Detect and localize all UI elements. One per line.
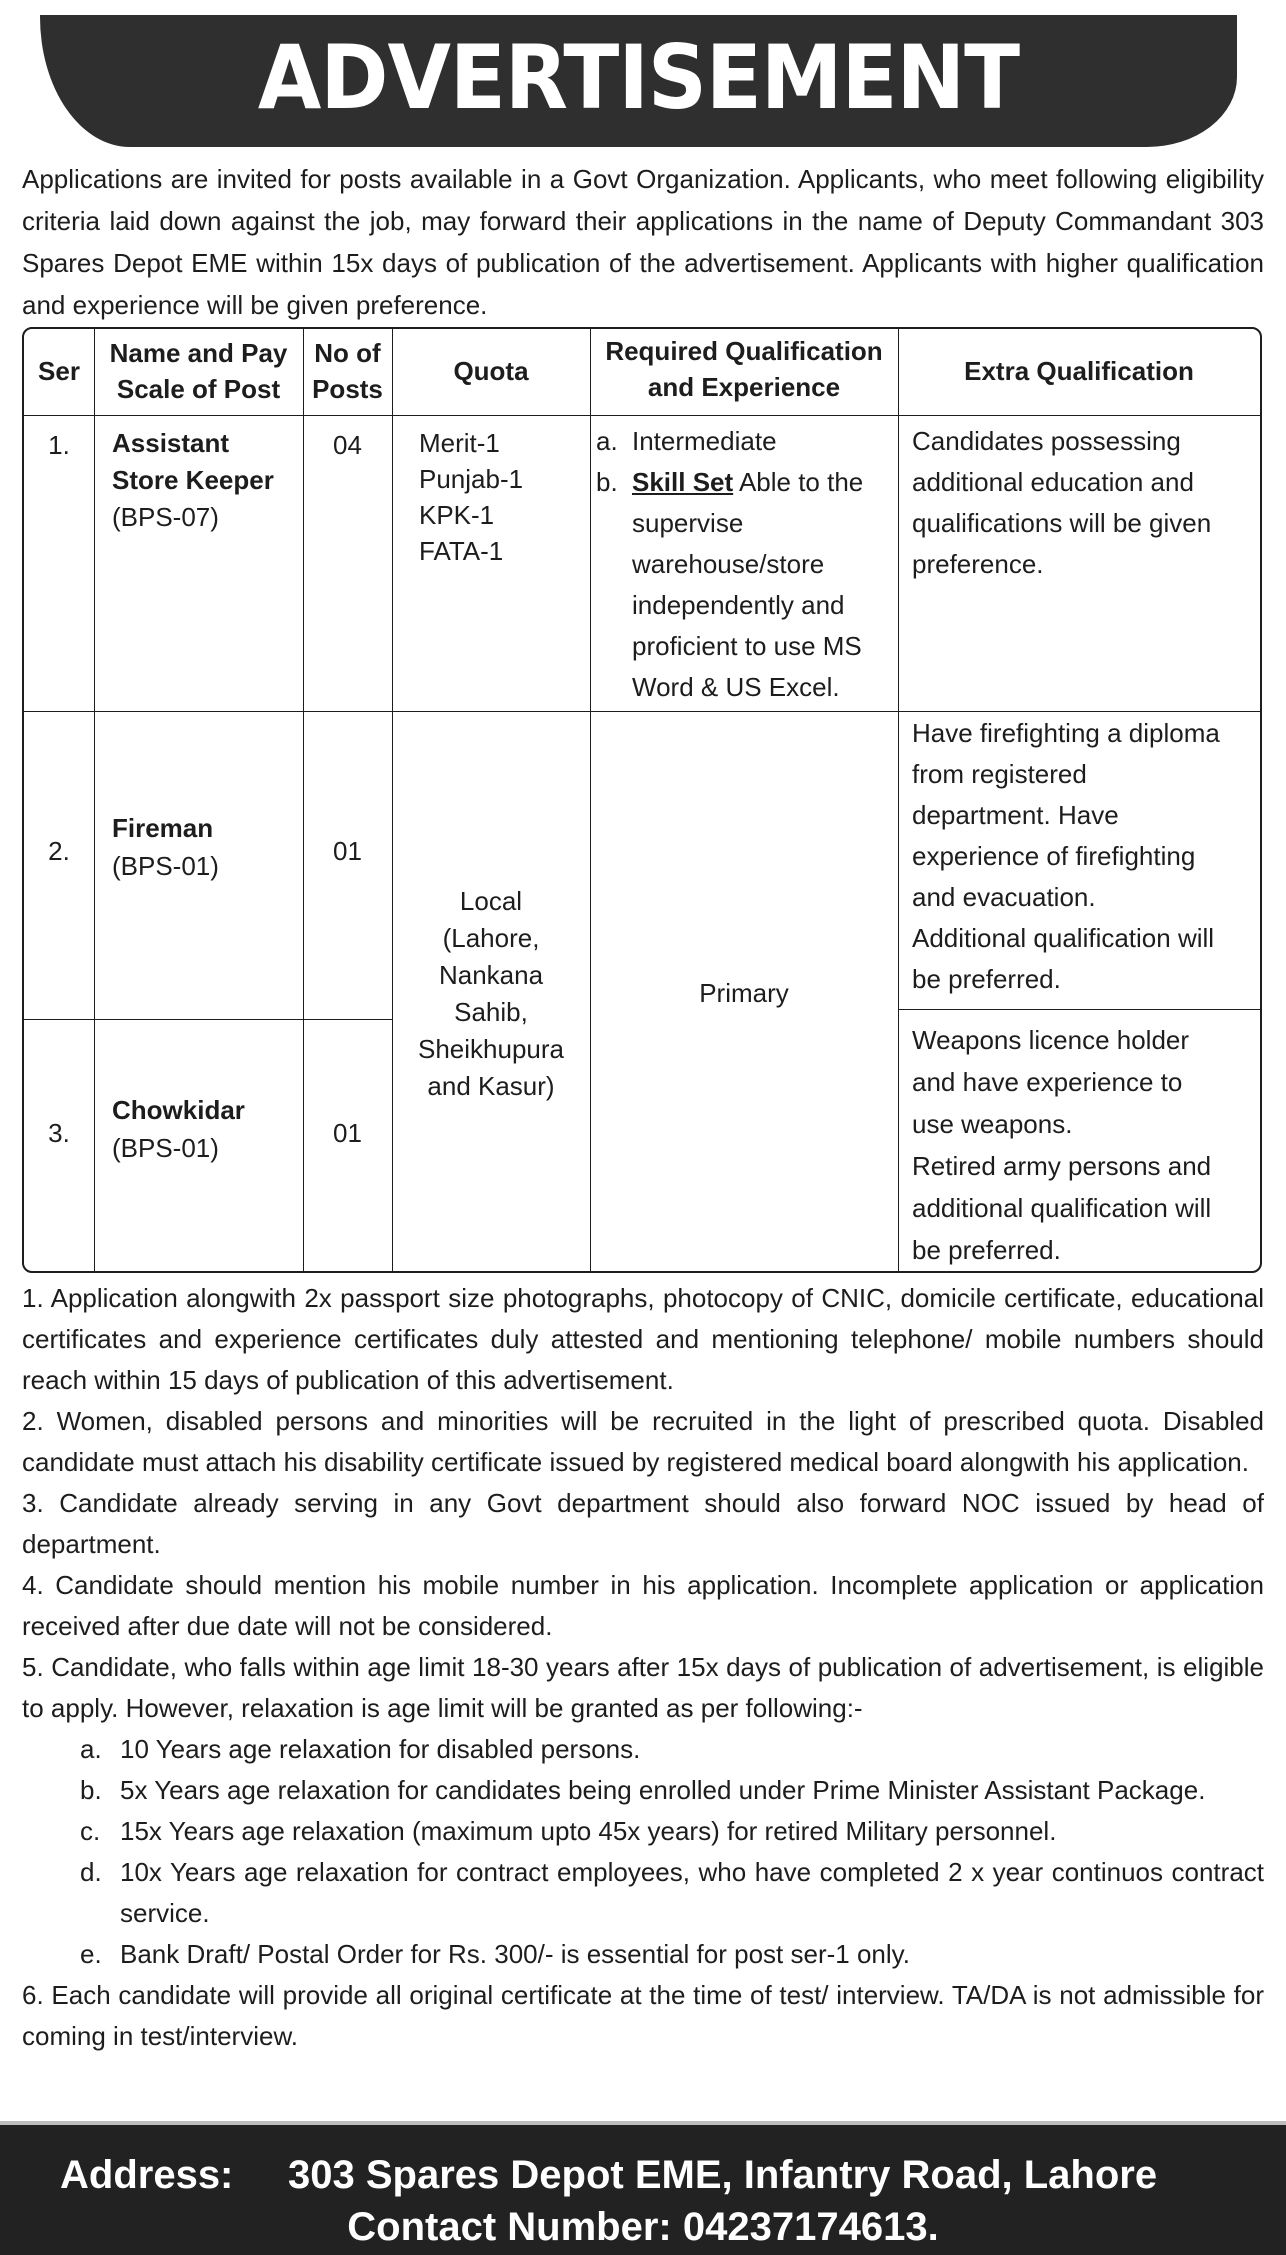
notes-section: [22, 1278, 1264, 2057]
jobs-table: [22, 327, 1262, 1273]
header-banner: [40, 15, 1237, 147]
table-divider: [24, 415, 1260, 416]
address-label: Address:: [60, 2153, 234, 2197]
sub-note-a: a. 10 Years age relaxation for disabled persons.: [80, 1734, 641, 1764]
row2-post: Fireman (BPS-01): [112, 813, 219, 881]
row3-post: Chowkidar (BPS-01): [112, 1095, 245, 1163]
intro-paragraph: Applications are invited for posts available in a Govt Organization. Applicants, who meet following eligibility criteria laid down against the job, may forward their applications in the name of Deputy Commandant 303 Spares Depot EME within 15x days of publication of the advertisement. Applicants with higher qualification and experience will be given preference.: [22, 164, 1264, 320]
sub-note-e: e. Bank Draft/ Postal Order for Rs. 300/- is essential for post ser-1 only.: [80, 1939, 910, 1969]
row3-ser: 3.: [48, 1118, 70, 1148]
col-header-quota: Quota: [453, 356, 529, 386]
row3-extra: Weapons licence holder and have experience to use weapons. Retired army persons and additional qualification will be preferred.: [912, 1025, 1212, 1265]
note-4: 4. Candidate should mention his mobile number in his application. Incomplete application or application received after due date will not be considered.: [22, 1570, 1264, 1641]
table-divider: [898, 329, 899, 1271]
col-header-ser: Ser: [38, 356, 80, 386]
note-1: 1. Application alongwith 2x passport size photographs, photocopy of CNIC, domicile certificate, educational certificates and experience certificates duly attested and mentioning telephone/ mobile numbers should reach within 15 days of publication of this advertisement.: [22, 1283, 1264, 1395]
note-2: 2. Women, disabled persons and minorities will be recruited in the light of prescribed quota. Disabled candidate must attach his disability certificate issued by registered medical board alongwith his application.: [22, 1406, 1264, 1477]
contact-number: Contact Number: 04237174613.: [347, 2205, 939, 2249]
sub-note-c: c. 15x Years age relaxation (maximum upto 45x years) for retired Military personnel.: [80, 1816, 1057, 1846]
sub-note-d: d. 10x Years age relaxation for contract employees, who have completed 2 x year continuos contract service.: [80, 1857, 1264, 1928]
page-title: ADVERTISEMENT: [257, 27, 1020, 130]
col-header-posts: No of Posts: [312, 338, 383, 404]
table-divider: [898, 1009, 1260, 1010]
col-header-extra: Extra Qualification: [964, 356, 1194, 386]
row1-posts: 04: [333, 430, 362, 460]
row1-quota: Merit-1 Punjab-1 KPK-1 FATA-1: [419, 428, 524, 566]
rows2-3-required: Primary: [699, 978, 789, 1008]
note-6: 6. Each candidate will provide all original certificate at the time of test/ interview. TA/DA is not admissible for coming in test/interview.: [22, 1980, 1264, 2051]
row2-ser: 2.: [48, 836, 70, 866]
note-3: 3. Candidate already serving in any Govt department should also forward NOC issued by head of department.: [22, 1488, 1264, 1559]
table-divider: [392, 329, 393, 1271]
rows2-3-quota: Local (Lahore, Nankana Sahib, Sheikhupura and Kasur): [418, 886, 564, 1101]
table-divider: [24, 711, 1260, 712]
row3-posts: 01: [333, 1118, 362, 1148]
row1-required: a. Intermediate b. Skill Set Able to the supervise warehouse/store independently and proficient to use MS Word & US Excel.: [596, 426, 864, 702]
col-header-name: Name and Pay Scale of Post: [109, 338, 288, 404]
row1-extra: Candidates possessing additional education and qualifications will be given preference.: [912, 426, 1212, 579]
row2-extra: Have firefighting a diploma from registered department. Have experience of firefighting and evacuation. Additional qualification will be preferred.: [912, 718, 1220, 994]
sub-note-b: b. 5x Years age relaxation for candidates being enrolled under Prime Minister Assistant Package.: [80, 1775, 1206, 1805]
table-divider: [94, 329, 95, 1271]
note-5: 5. Candidate, who falls within age limit 18-30 years after 15x days of publication of advertisement, is eligible to apply. However, relaxation is age limit will be granted as per following:-: [22, 1652, 1264, 1723]
table-divider: [24, 1019, 392, 1020]
row1-post: Assistant Store Keeper (BPS-07): [112, 428, 274, 532]
address-text: 303 Spares Depot EME, Infantry Road, Lahore: [288, 2153, 1158, 2197]
table-divider: [590, 329, 591, 1271]
col-header-required: Required Qualification and Experience: [605, 336, 883, 402]
row2-posts: 01: [333, 836, 362, 866]
address-line: [60, 2151, 1250, 2199]
row1-ser: 1.: [48, 430, 70, 460]
